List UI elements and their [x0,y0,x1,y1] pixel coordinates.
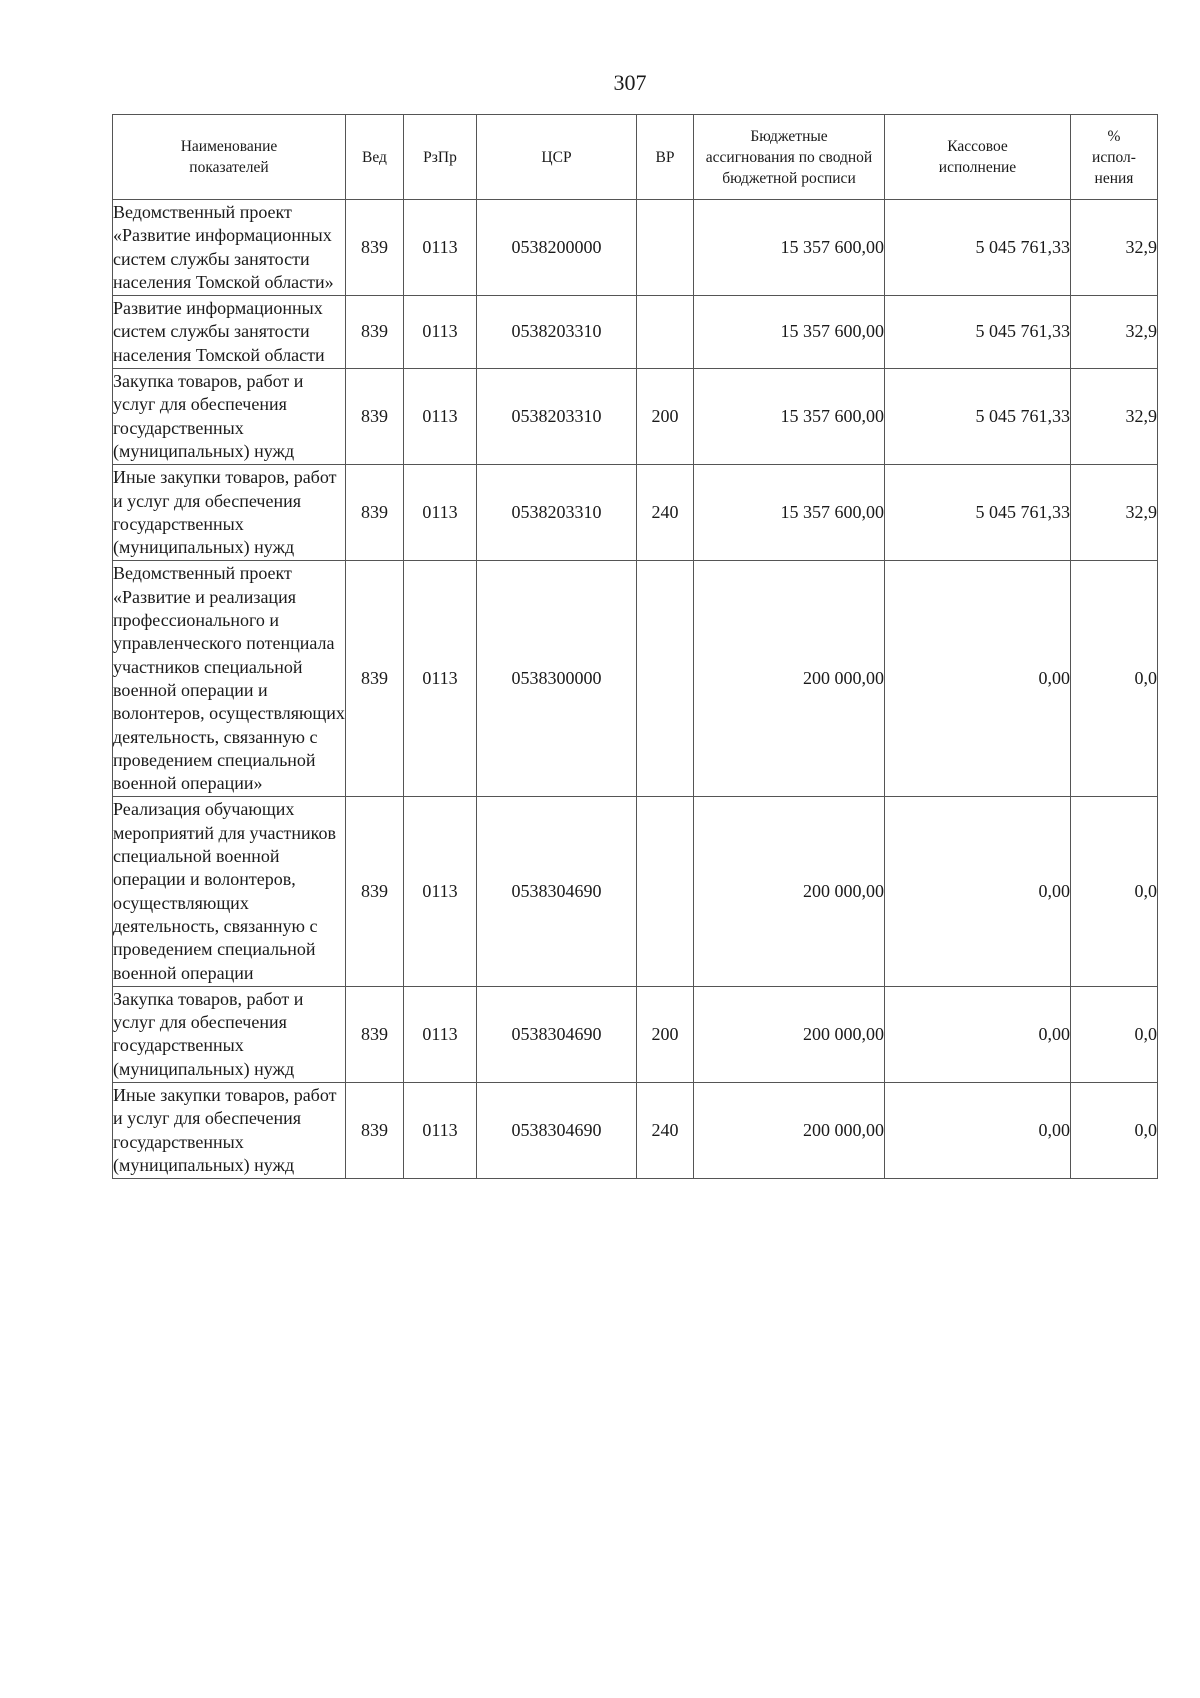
header-ved: Вед [346,115,404,200]
cell-cash: 0,00 [885,561,1071,797]
cell-ved: 839 [346,200,404,296]
table-row [113,200,1158,296]
cell-csr: 0538300000 [477,561,637,797]
header-percent: % испол-нения [1071,115,1158,200]
cell-ved: 839 [346,296,404,369]
cell-budget: 200 000,00 [694,797,885,986]
cell-ved: 839 [346,986,404,1082]
cell-name: Ведомственный проект «Развитие и реализация профессионального и управленческого потенциала участников специальной военной операции и волонтеров, осуществляющих деятельность, связанную с проведением специальной военной операции» [113,561,346,797]
cell-ved: 839 [346,797,404,986]
budget-execution-table [112,114,1158,1179]
cell-budget: 15 357 600,00 [694,369,885,465]
cell-ved: 839 [346,561,404,797]
cell-name: Реализация обучающих мероприятий для участников специальной военной операции и волонтеров, осуществляющих деятельность, связанную с проведением специальной военной операции [113,797,346,986]
cell-vr: 240 [637,1082,694,1178]
cell-percent: 0,0 [1071,986,1158,1082]
cell-rzpr: 0113 [404,200,477,296]
cell-rzpr: 0113 [404,296,477,369]
header-csr: ЦСР [477,115,637,200]
cell-cash: 0,00 [885,797,1071,986]
cell-vr [637,561,694,797]
cell-csr: 0538304690 [477,986,637,1082]
header-cash: Кассовое исполнение [885,115,1071,200]
cell-budget: 200 000,00 [694,561,885,797]
cell-vr [637,797,694,986]
cell-percent: 0,0 [1071,561,1158,797]
cell-rzpr: 0113 [404,369,477,465]
cell-percent: 32,9 [1071,465,1158,561]
header-vr: ВР [637,115,694,200]
cell-csr: 0538200000 [477,200,637,296]
cell-cash: 5 045 761,33 [885,296,1071,369]
cell-name: Закупка товаров, работ и услуг для обеспечения государственных (муниципальных) нужд [113,986,346,1082]
cell-percent: 32,9 [1071,296,1158,369]
cell-vr: 200 [637,986,694,1082]
cell-name: Ведомственный проект «Развитие информационных систем службы занятости населения Томской области» [113,200,346,296]
cell-cash: 0,00 [885,1082,1071,1178]
cell-percent: 32,9 [1071,200,1158,296]
header-budget: Бюджетные ассигнования по сводной бюджетной росписи [694,115,885,200]
cell-ved: 839 [346,465,404,561]
cell-ved: 839 [346,1082,404,1178]
header-name: Наименование показателей [113,115,346,200]
cell-rzpr: 0113 [404,561,477,797]
cell-budget: 15 357 600,00 [694,465,885,561]
cell-csr: 0538304690 [477,1082,637,1178]
cell-vr: 240 [637,465,694,561]
cell-percent: 0,0 [1071,1082,1158,1178]
table-row [113,986,1158,1082]
cell-name: Иные закупки товаров, работ и услуг для обеспечения государственных (муниципальных) нужд [113,465,346,561]
table-row [113,797,1158,986]
cell-percent: 32,9 [1071,369,1158,465]
cell-rzpr: 0113 [404,1082,477,1178]
table-body [113,200,1158,1179]
table-header [113,115,1158,200]
cell-csr: 0538304690 [477,797,637,986]
page-number: 307 [613,70,647,95]
header-row [113,115,1158,200]
cell-budget: 200 000,00 [694,986,885,1082]
cell-cash: 5 045 761,33 [885,465,1071,561]
cell-rzpr: 0113 [404,797,477,986]
cell-csr: 0538203310 [477,296,637,369]
cell-csr: 0538203310 [477,369,637,465]
cell-csr: 0538203310 [477,465,637,561]
cell-cash: 5 045 761,33 [885,369,1071,465]
cell-budget: 15 357 600,00 [694,296,885,369]
header-rzpr: РзПр [404,115,477,200]
cell-rzpr: 0113 [404,986,477,1082]
cell-vr [637,200,694,296]
cell-vr: 200 [637,369,694,465]
cell-budget: 200 000,00 [694,1082,885,1178]
cell-rzpr: 0113 [404,465,477,561]
table-row [113,1082,1158,1178]
cell-percent: 0,0 [1071,797,1158,986]
cell-name: Развитие информационных систем службы занятости населения Томской области [113,296,346,369]
table-row [113,369,1158,465]
cell-name: Иные закупки товаров, работ и услуг для обеспечения государственных (муниципальных) нужд [113,1082,346,1178]
cell-ved: 839 [346,369,404,465]
table-row [113,465,1158,561]
cell-budget: 15 357 600,00 [694,200,885,296]
cell-name: Закупка товаров, работ и услуг для обеспечения государственных (муниципальных) нужд [113,369,346,465]
cell-vr [637,296,694,369]
cell-cash: 0,00 [885,986,1071,1082]
cell-cash: 5 045 761,33 [885,200,1071,296]
table-row [113,561,1158,797]
table-row [113,296,1158,369]
